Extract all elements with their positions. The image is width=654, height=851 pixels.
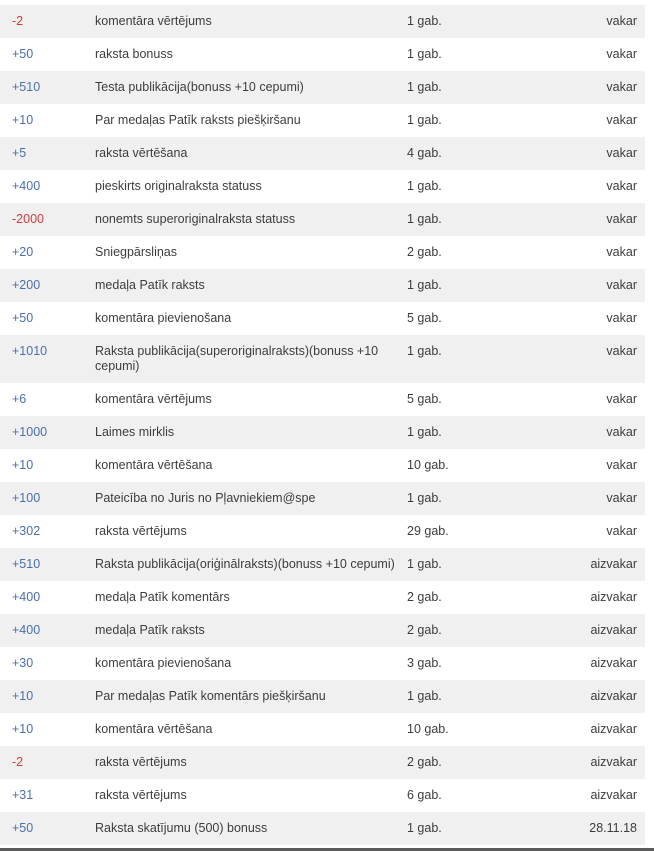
table-row xyxy=(0,5,645,38)
description-cell: raksta vērtēšana xyxy=(95,146,188,160)
transactions-table xyxy=(0,5,645,845)
description-cell: Par medaļas Patīk komentārs piešķiršanu xyxy=(95,689,326,703)
date-cell: vakar xyxy=(606,491,637,505)
date-cell: vakar xyxy=(606,245,637,259)
description-cell: komentāra vērtēšana xyxy=(95,458,213,472)
quantity-cell: 1 gab. xyxy=(407,212,442,226)
date-cell: aizvakar xyxy=(590,656,637,670)
description-cell: komentāra pievienošana xyxy=(95,311,232,325)
quantity-cell: 2 gab. xyxy=(407,755,442,769)
date-cell: vakar xyxy=(606,14,637,28)
quantity-cell: 1 gab. xyxy=(407,425,442,439)
date-cell: vakar xyxy=(606,179,637,193)
quantity-cell: 1 gab. xyxy=(407,689,442,703)
amount-cell: +1000 xyxy=(12,425,48,439)
date-cell: aizvakar xyxy=(590,689,637,703)
table-row xyxy=(0,71,645,104)
table-row xyxy=(0,548,645,581)
date-cell: vakar xyxy=(606,524,637,538)
amount-cell: +400 xyxy=(12,179,41,193)
amount-cell: +100 xyxy=(12,491,41,505)
quantity-cell: 2 gab. xyxy=(407,590,442,604)
amount-cell: +10 xyxy=(12,722,34,736)
date-cell: vakar xyxy=(606,425,637,439)
amount-cell: +510 xyxy=(12,80,41,94)
quantity-cell: 29 gab. xyxy=(407,524,449,538)
description-cell: medaļa Patīk komentārs xyxy=(95,590,230,604)
description-cell: medaļa Patīk raksts xyxy=(95,278,205,292)
table-row xyxy=(0,170,645,203)
description-cell: Par medaļas Patīk raksts piešķiršanu xyxy=(95,113,301,127)
table-row xyxy=(0,383,645,416)
quantity-cell: 3 gab. xyxy=(407,656,442,670)
quantity-cell: 5 gab. xyxy=(407,311,442,325)
quantity-cell: 1 gab. xyxy=(407,821,442,835)
table-row xyxy=(0,680,645,713)
date-cell: vakar xyxy=(606,344,637,358)
table-row xyxy=(0,104,645,137)
amount-cell: +20 xyxy=(12,245,34,259)
date-cell: aizvakar xyxy=(590,722,637,736)
description-cell: komentāra vērtējums xyxy=(95,392,212,406)
date-cell: vakar xyxy=(606,80,637,94)
amount-cell: +50 xyxy=(12,821,34,835)
table-row xyxy=(0,779,645,812)
amount-cell: +10 xyxy=(12,458,34,472)
amount-cell: +302 xyxy=(12,524,41,538)
table-row xyxy=(0,713,645,746)
amount-cell: +1010 xyxy=(12,344,48,358)
table-row xyxy=(0,302,645,335)
description-cell: nonemts superoriginalraksta statuss xyxy=(95,212,296,226)
table-row xyxy=(0,236,645,269)
table-row xyxy=(0,38,645,71)
description-cell: Laimes mirklis xyxy=(95,425,175,439)
description-cell: komentāra vērtējums xyxy=(95,14,212,28)
quantity-cell: 1 gab. xyxy=(407,278,442,292)
quantity-cell: 10 gab. xyxy=(407,458,449,472)
amount-cell: -2 xyxy=(12,755,24,769)
table-row xyxy=(0,482,645,515)
date-cell: aizvakar xyxy=(590,590,637,604)
amount-cell: -2000 xyxy=(12,212,44,226)
description-cell: Testa publikācija(bonuss +10 cepumi) xyxy=(95,80,304,94)
amount-cell: +10 xyxy=(12,113,34,127)
date-cell: aizvakar xyxy=(590,788,637,802)
date-cell: vakar xyxy=(606,146,637,160)
date-cell: aizvakar xyxy=(590,755,637,769)
quantity-cell: 4 gab. xyxy=(407,146,442,160)
description-cell: Pateicība no Juris no Pļavniekiem@spe xyxy=(95,491,316,505)
table-row xyxy=(0,581,645,614)
description-cell: komentāra vērtēšana xyxy=(95,722,213,736)
table-row xyxy=(0,416,645,449)
quantity-cell: 1 gab. xyxy=(407,113,442,127)
quantity-cell: 2 gab. xyxy=(407,245,442,259)
date-cell: vakar xyxy=(606,212,637,226)
table-row xyxy=(0,647,645,680)
quantity-cell: 5 gab. xyxy=(407,392,442,406)
amount-cell: -2 xyxy=(12,14,24,28)
date-cell: vakar xyxy=(606,392,637,406)
amount-cell: +30 xyxy=(12,656,34,670)
amount-cell: +200 xyxy=(12,278,41,292)
quantity-cell: 6 gab. xyxy=(407,788,442,802)
quantity-cell: 1 gab. xyxy=(407,179,442,193)
table-row xyxy=(0,335,645,383)
quantity-cell: 1 gab. xyxy=(407,557,442,571)
date-cell: vakar xyxy=(606,458,637,472)
amount-cell: +510 xyxy=(12,557,41,571)
amount-cell: +5 xyxy=(12,146,27,160)
date-cell: vakar xyxy=(606,113,637,127)
description-cell: raksta vērtējums xyxy=(95,755,187,769)
date-cell: 28.11.18 xyxy=(589,821,637,835)
amount-cell: +400 xyxy=(12,623,41,637)
quantity-cell: 1 gab. xyxy=(407,80,442,94)
description-cell: pieskirts originalraksta statuss xyxy=(95,179,262,193)
description-cell: Raksta publikācija(oriģinālraksts)(bonuss +10 cepumi) xyxy=(95,557,395,571)
description-cell: raksta vērtējums xyxy=(95,788,187,802)
amount-cell: +50 xyxy=(12,47,34,61)
amount-cell: +6 xyxy=(12,392,27,406)
quantity-cell: 1 gab. xyxy=(407,491,442,505)
quantity-cell: 1 gab. xyxy=(407,344,442,358)
date-cell: vakar xyxy=(606,47,637,61)
date-cell: aizvakar xyxy=(590,557,637,571)
table-row xyxy=(0,812,645,845)
quantity-cell: 2 gab. xyxy=(407,623,442,637)
description-cell: Raksta skatījumu (500) bonuss xyxy=(95,821,268,835)
date-cell: vakar xyxy=(606,278,637,292)
quantity-cell: 1 gab. xyxy=(407,14,442,28)
amount-cell: +31 xyxy=(12,788,34,802)
description-cell: raksta vērtējums xyxy=(95,524,187,538)
date-cell: vakar xyxy=(606,311,637,325)
table-row xyxy=(0,614,645,647)
table-row xyxy=(0,746,645,779)
quantity-cell: 10 gab. xyxy=(407,722,449,736)
description-cell: komentāra pievienošana xyxy=(95,656,232,670)
table-row xyxy=(0,449,645,482)
description-cell: raksta bonuss xyxy=(95,47,173,61)
table-row xyxy=(0,137,645,170)
table-row xyxy=(0,515,645,548)
description-cell: Raksta publikācija(superoriginalraksts)(bonuss +10 cepumi) xyxy=(95,344,379,373)
table-row xyxy=(0,269,645,302)
table-row xyxy=(0,203,645,236)
amount-cell: +10 xyxy=(12,689,34,703)
description-cell: medaļa Patīk raksts xyxy=(95,623,205,637)
amount-cell: +50 xyxy=(12,311,34,325)
quantity-cell: 1 gab. xyxy=(407,47,442,61)
amount-cell: +400 xyxy=(12,590,41,604)
description-cell: Sniegpārsliņas xyxy=(95,245,177,259)
date-cell: aizvakar xyxy=(590,623,637,637)
